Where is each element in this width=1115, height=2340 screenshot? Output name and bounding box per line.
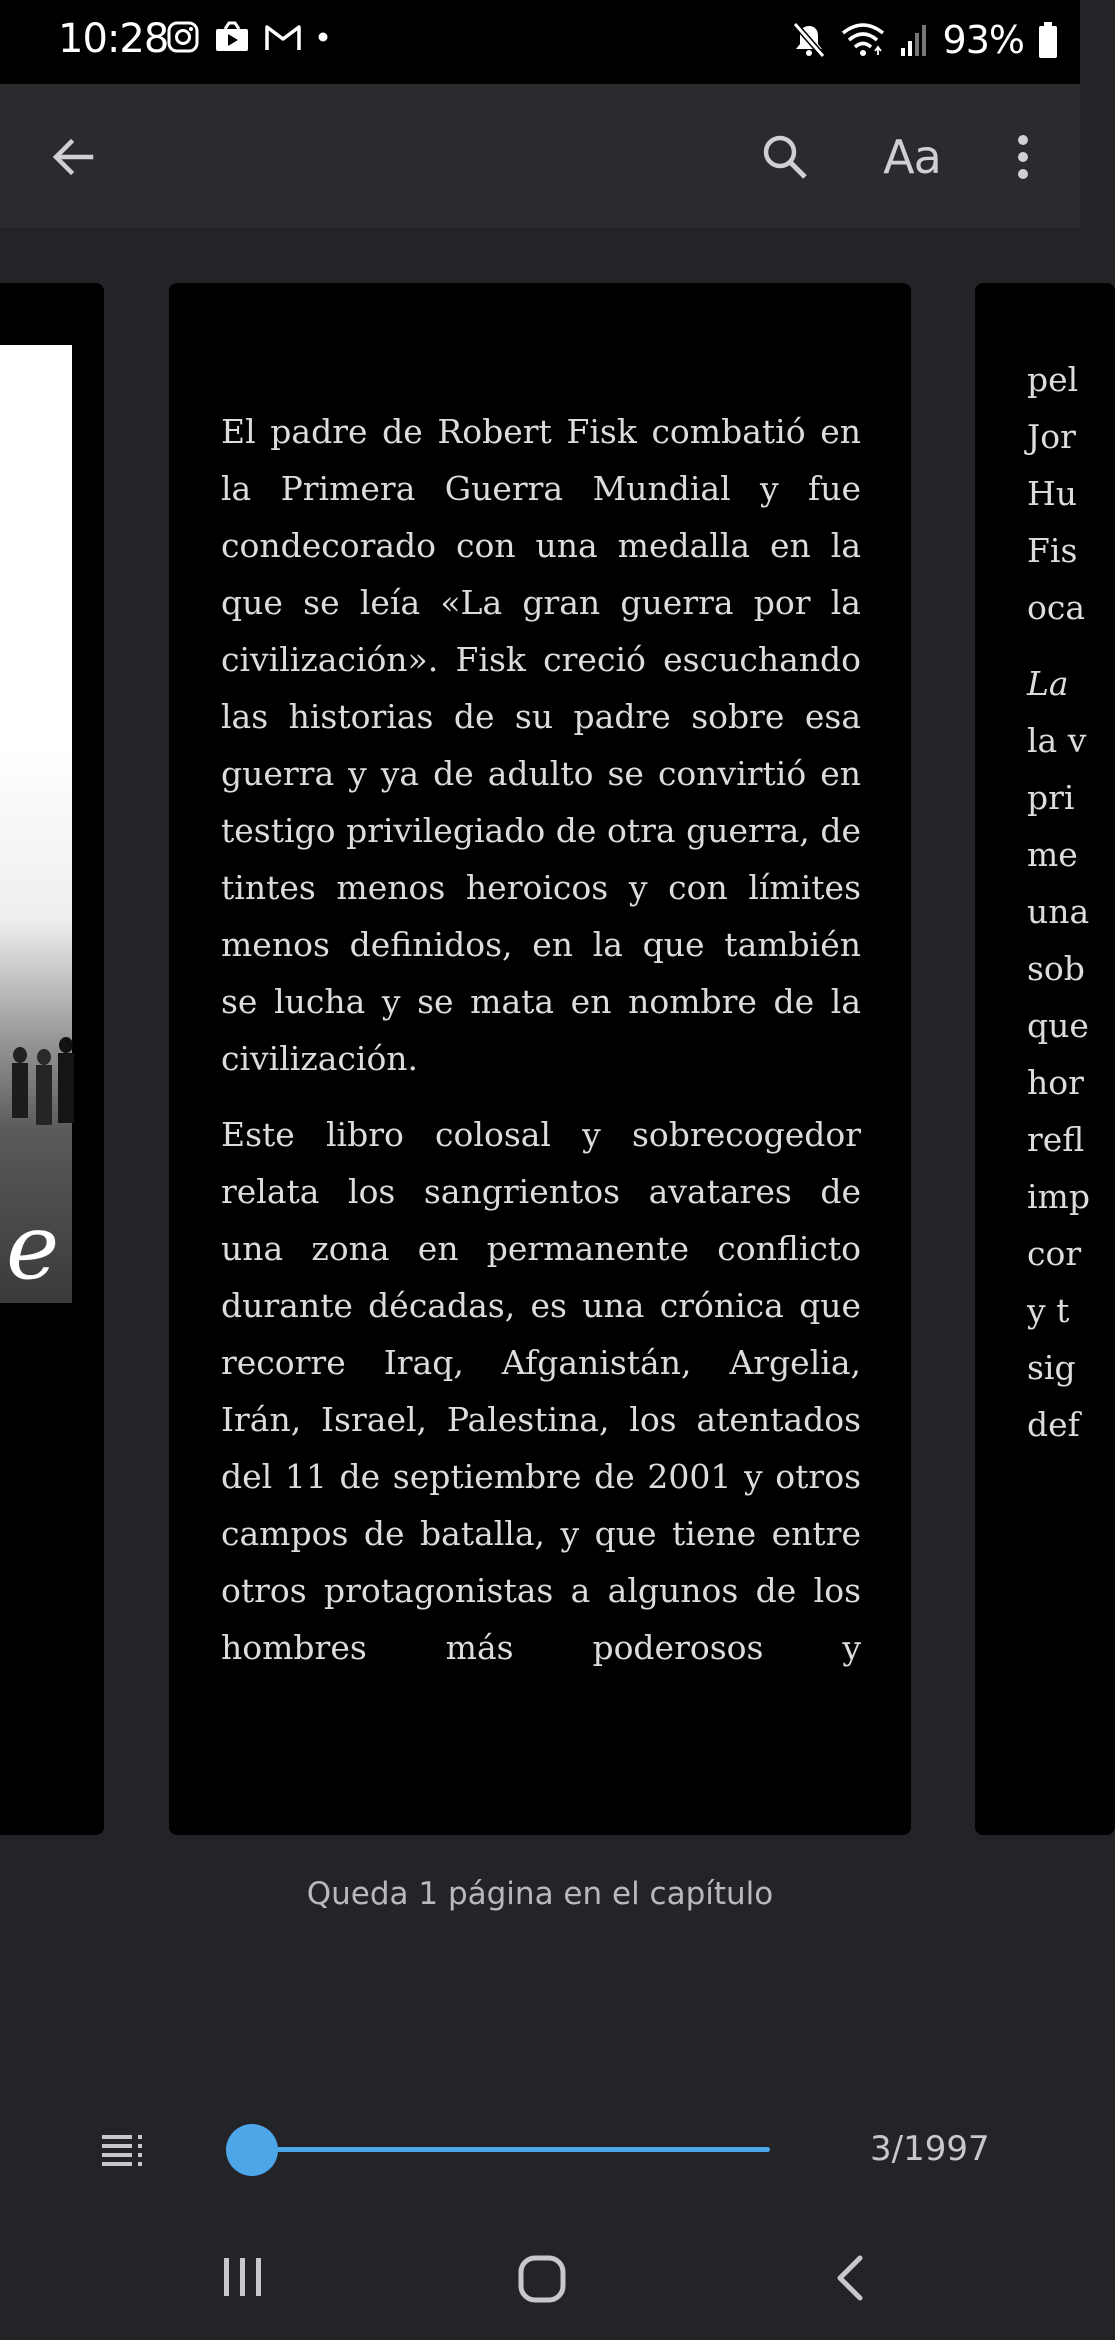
more-vertical-icon [1016, 133, 1030, 181]
paragraph: El padre de Robert Fisk combatió en la Primera Guerra Mundial y fue condecorado con una medalla en la que se leía «La gran guerra por la civilización». Fisk creció escuchando las historias de su padre sobre esa guerra y ya de adulto se convirtió en testigo privilegiado de otra guerra, de tintes menos heroicos y con límites menos definidos, en la que también se lucha y se mata en nombre de la civilización. [221, 412, 861, 1078]
current-page[interactable] [169, 283, 911, 1835]
recents-icon [218, 2254, 268, 2298]
instagram-icon [166, 20, 200, 54]
text-fragment: cor [1027, 1234, 1082, 1273]
text-fragment: y t [1027, 1291, 1070, 1330]
notification-icons [166, 20, 330, 54]
search-button[interactable] [752, 124, 818, 190]
cover-title-fragment: e [6, 1195, 60, 1300]
table-of-contents-button[interactable] [100, 2130, 152, 2174]
system-navigation-bar [0, 2210, 1080, 2340]
text-fragment: me [1027, 835, 1078, 874]
text-fragment: una [1027, 892, 1090, 931]
paragraph: Este libro colosal y sobrecogedor relata los sangrientos avatares de una zona en permanente conflicto durante décadas, es una crónica que recorre Iraq, Afganistán, Argelia, Irán, Israel, Palestina, los atentados del 11 de septiembre de 2001 y otros campos de batalla, y que tiene entre otros protagonistas a algunos de los hombres más poderosos y [221, 1115, 861, 1667]
text-fragment: que [1027, 1006, 1089, 1045]
back-icon [830, 2254, 870, 2302]
cover-image [0, 345, 72, 1303]
previous-page[interactable] [0, 283, 104, 1835]
text-fragment: pel [1027, 360, 1079, 399]
page-slider-thumb[interactable] [226, 2124, 278, 2176]
page-text [221, 403, 861, 1695]
next-page-text [1027, 351, 1090, 1453]
status-time: 10:28 [58, 16, 169, 62]
text-fragment: refl [1027, 1120, 1085, 1159]
home-button[interactable] [517, 2254, 567, 2308]
signal-icon [899, 22, 929, 58]
page-slider-track[interactable] [252, 2147, 770, 2152]
battery-level: 93% [942, 18, 1024, 62]
cover-figures [0, 1035, 72, 1155]
text-fragment: imp [1027, 1177, 1090, 1216]
text-fragment: sig [1027, 1348, 1076, 1387]
app-bar [0, 84, 1080, 228]
recents-button[interactable] [218, 2254, 268, 2302]
chapter-pages-remaining: Queda 1 página en el capítulo [306, 1876, 774, 1912]
font-settings-button[interactable]: Aa [883, 130, 941, 184]
table-of-contents-icon [100, 2130, 152, 2170]
home-icon [517, 2254, 567, 2304]
text-fragment: def [1027, 1405, 1080, 1444]
text-fragment: Jor [1027, 417, 1076, 456]
back-button[interactable] [40, 124, 106, 190]
back-nav-button[interactable] [830, 2254, 870, 2306]
wifi-icon [841, 21, 885, 59]
mute-icon [791, 20, 827, 60]
system-status-icons [791, 18, 1058, 62]
arrow-left-icon [49, 133, 97, 181]
youtube-icon [214, 20, 250, 54]
search-icon [760, 132, 810, 182]
more-options-button[interactable] [990, 124, 1056, 190]
text-fragment: sob [1027, 949, 1085, 988]
gmail-icon [264, 22, 302, 52]
text-fragment: la v [1027, 721, 1087, 760]
page-number: 3/1997 [870, 2129, 990, 2169]
text-fragment: oca [1027, 588, 1086, 627]
text-fragment: Fis [1027, 531, 1078, 570]
text-fragment: La [1027, 664, 1069, 703]
status-bar [0, 0, 1080, 84]
dot-icon [316, 30, 330, 44]
text-fragment: pri [1027, 778, 1075, 817]
battery-icon [1038, 21, 1058, 59]
text-fragment: Hu [1027, 474, 1078, 513]
text-fragment: hor [1027, 1063, 1084, 1102]
next-page[interactable] [975, 283, 1115, 1835]
